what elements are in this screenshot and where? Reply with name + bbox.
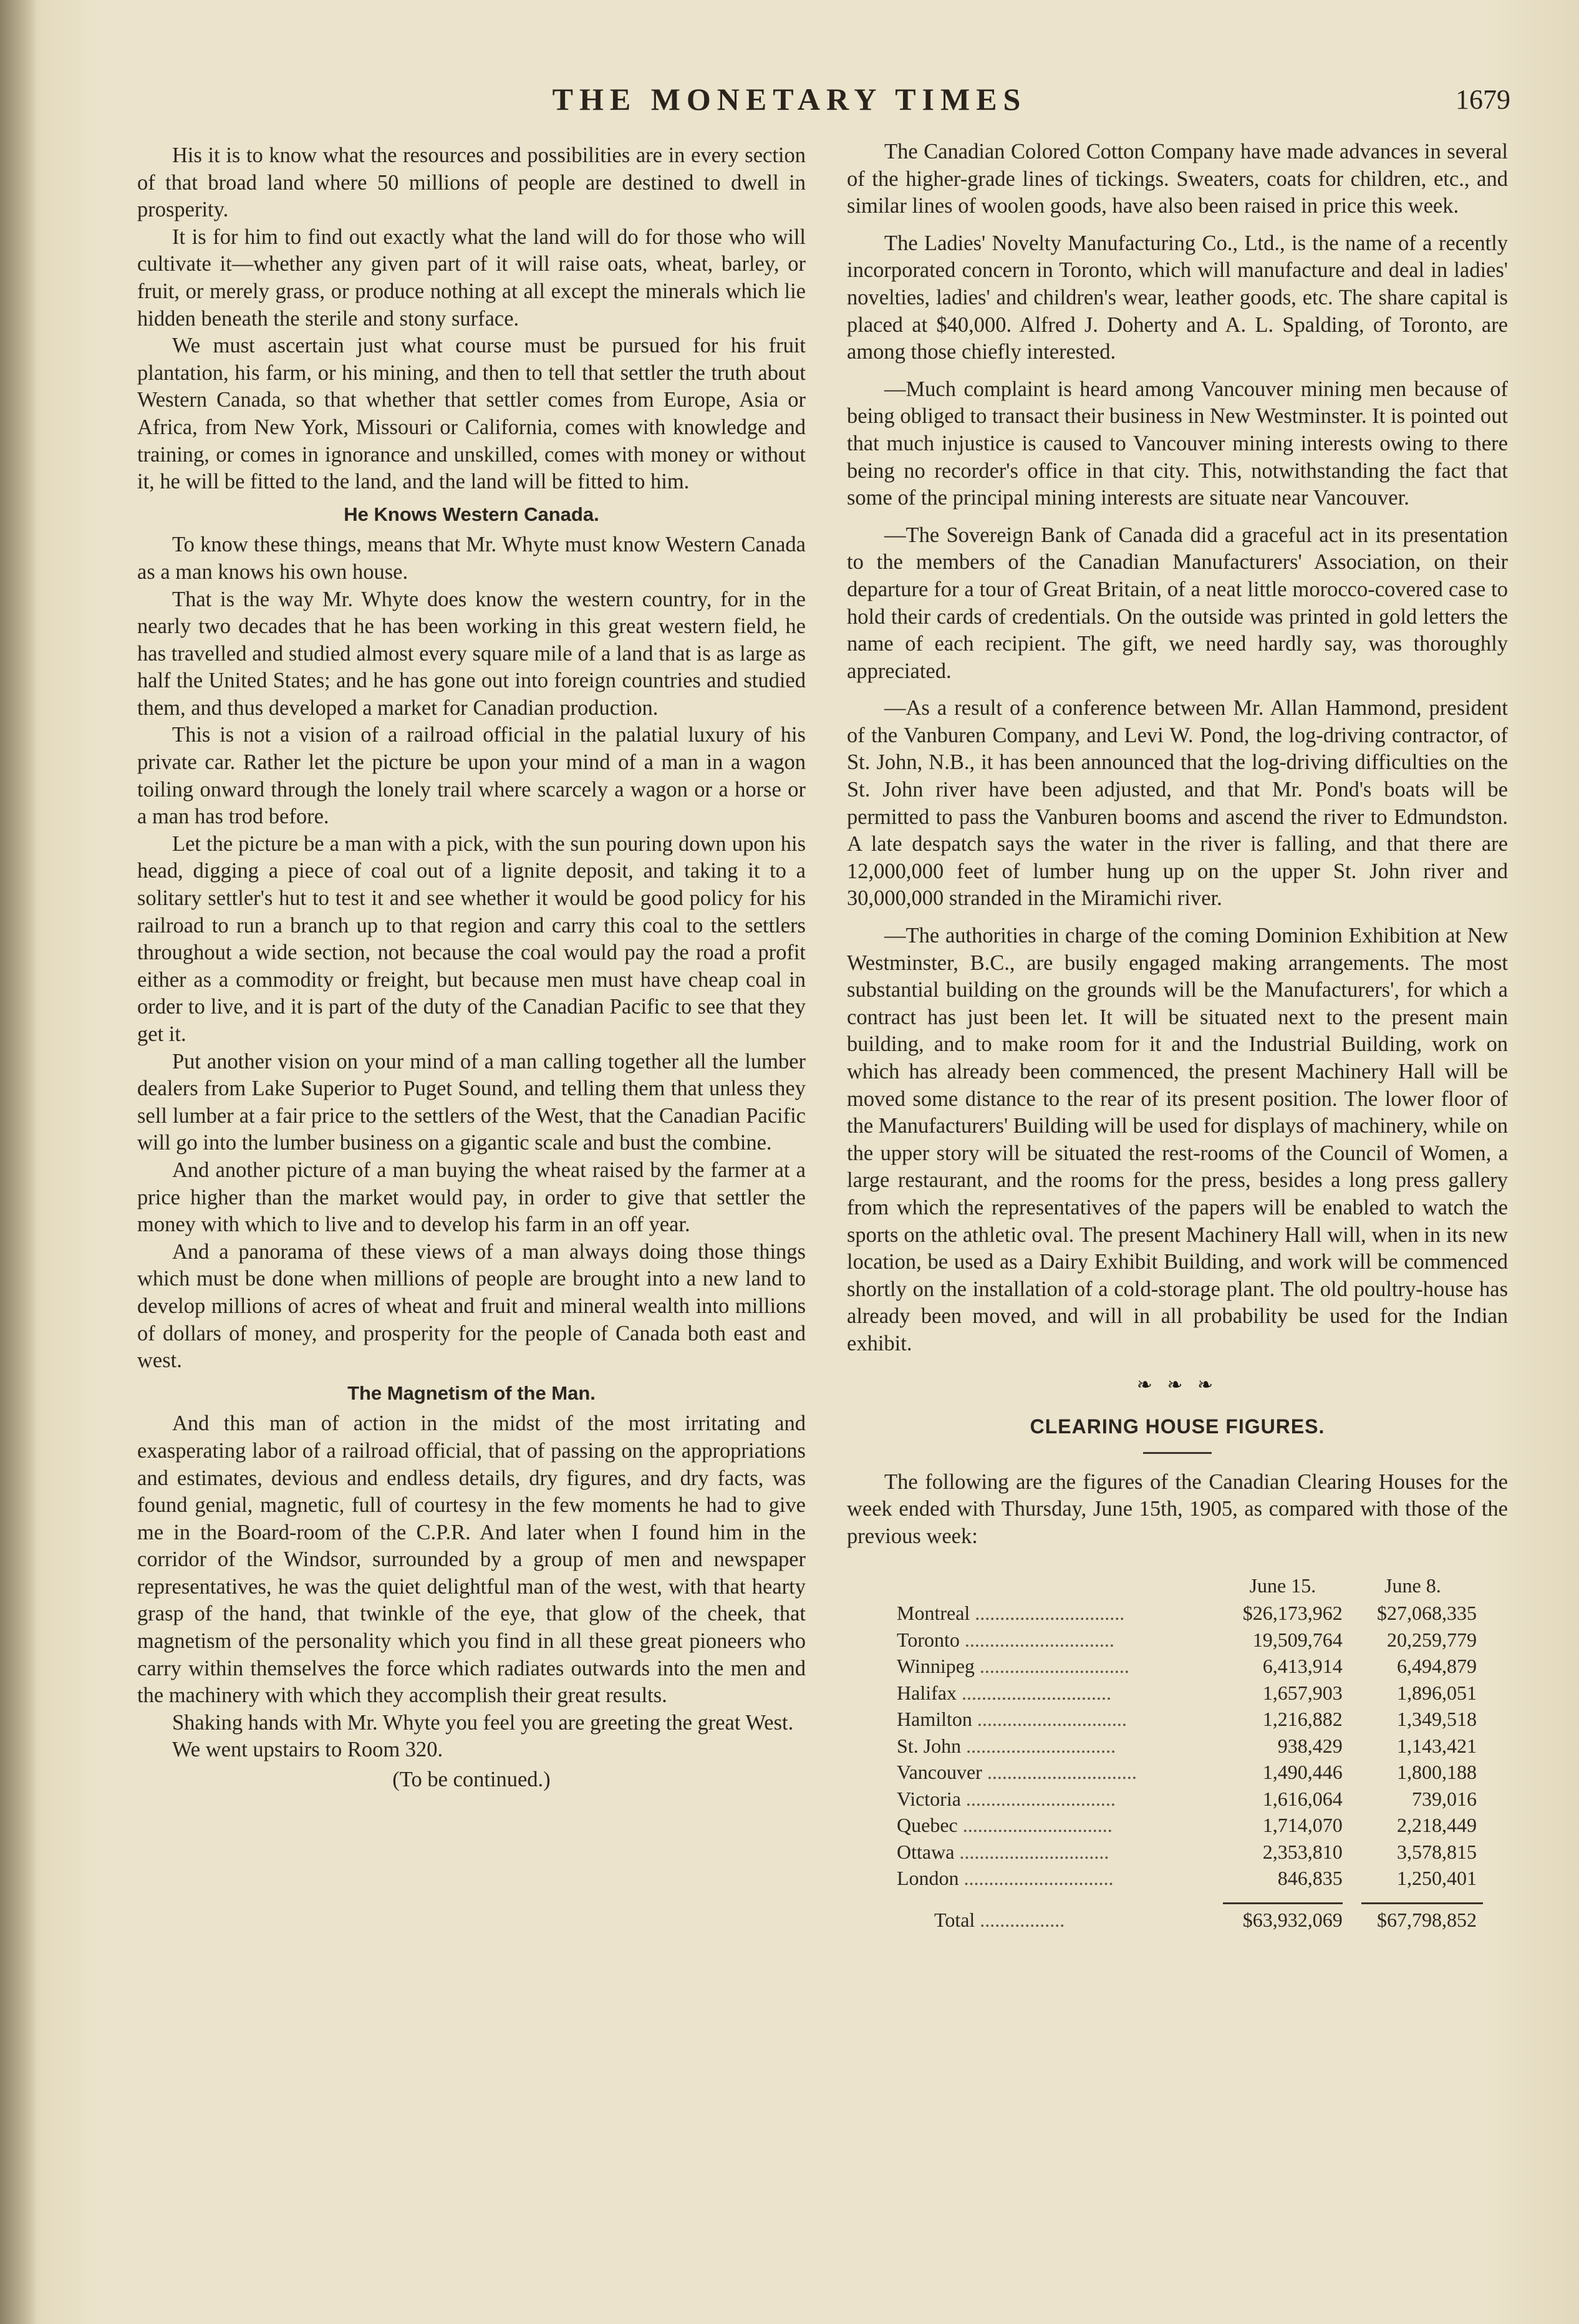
- june-15-value: $26,173,962: [1242, 1602, 1343, 1624]
- june-15-value: 19,509,764: [1252, 1628, 1343, 1651]
- june-15-value: 846,835: [1277, 1867, 1343, 1889]
- paragraph: It is for him to find out exactly what the land will do for those who will cultivate it—whether any given part of it will raise oats, wheat, barley, or fruit, or merely grass, or produce nothing at all except the minerals which lie hidden beneath the sterile and stony surface.: [137, 225, 806, 331]
- binding-edge: [0, 0, 37, 2324]
- news-item: The Ladies' Novelty Manufacturing Co., Ltd., is the name of a recently incorporated concern in Toronto, which will manufacture and deal in ladies' novelties, ladies' and children's wear, leather goods, etc. The share capital is placed at $40,000. Alfred J. Doherty and A. L. Spalding, of Toronto, are among those chiefly interested.: [847, 231, 1508, 364]
- table-row: St. John .............................. 938,429 1,143,421: [897, 1733, 1483, 1760]
- city-name: Halifax: [897, 1681, 957, 1704]
- june-15-value: 6,413,914: [1262, 1655, 1343, 1677]
- city-name: London: [897, 1867, 959, 1889]
- paragraph: His it is to know what the resources and possibilities are in every section of that broad land where 50 millions of people are destined to dwell in prosperity.: [137, 143, 806, 222]
- section-heading: He Knows Western Canada.: [344, 503, 599, 525]
- june-8-value: 2,218,449: [1397, 1814, 1477, 1836]
- total-june-15: $63,932,069: [1242, 1908, 1343, 1931]
- paragraph: We must ascertain just what course must be pursued for his fruit plantation, his farm, or his mining, and then to tell that settler the truth about Western Canada, so that whether that settler comes from Europe, Asia or Africa, from New York, Missouri or California, comes with knowledge and training, or comes in ignorance and unskilled, comes with money or without it, he will be fitted to the land, and the land will be fitted to him.: [137, 334, 806, 494]
- total-june-8: $67,798,852: [1377, 1908, 1477, 1931]
- june-15-value: 2,353,810: [1262, 1840, 1343, 1863]
- june-15-value: 1,657,903: [1262, 1681, 1343, 1704]
- paragraph: Let the picture be a man with a pick, with the sun pouring down upon his head, digging a piece of coal out of a lignite deposit, and taking it to a solitary settler's hut to test it and see whether it would be good policy for his railroad to run a branch up to that region and carry this coal to the settlers throughout a wide section, not because the coal would pay the road a profit either as a commodity or freight, but because men must have cheap coal in order to live, and it is part of the duty of the Canadian Pacific to see that they get it.: [137, 831, 806, 1046]
- paragraph: And a panorama of these views of a man always doing those things which must be done when millions of people are brought into a new land to develop millions of acres of wheat and fruit and mineral wealth into millions of dollars of money, and prosperity for the people of Canada both east and west.: [137, 1239, 806, 1373]
- clearing-house-title: CLEARING HOUSE FIGURES.: [1030, 1415, 1325, 1438]
- city-name: Quebec: [897, 1814, 958, 1836]
- fleuron-separator: ❧ ❧ ❧: [1136, 1374, 1219, 1395]
- june-8-value: $27,068,335: [1377, 1602, 1477, 1624]
- paragraph: And another picture of a man buying the wheat raised by the farmer at a price higher than the market would pay, in order to give that settler the money with which to live and to develop his farm in an off year.: [137, 1158, 806, 1237]
- table-row: Toronto .............................. 19,509,764 20,259,779: [897, 1627, 1483, 1653]
- city-name: Victoria: [897, 1787, 961, 1810]
- column-header: June 15.: [1249, 1574, 1316, 1597]
- june-8-value: 1,143,421: [1397, 1734, 1477, 1757]
- total-row: Total ................. $63,932,069 $67,798,852: [897, 1907, 1483, 1934]
- table-row: Winnipeg .............................. 6,413,914 6,494,879: [897, 1653, 1483, 1680]
- table-row: Montreal .............................. $26,173,962 $27,068,335: [897, 1600, 1483, 1627]
- table-row: Vancouver .............................. 1,490,446 1,800,188: [897, 1759, 1483, 1786]
- page-number: 1679: [1456, 84, 1510, 115]
- column-header: June 8.: [1384, 1574, 1441, 1597]
- page-header: [0, 81, 1579, 125]
- table-header-row: [897, 1572, 1483, 1600]
- paragraph: We went upstairs to Room 320.: [172, 1738, 443, 1762]
- news-item: —Much complaint is heard among Vancouver mining men because of being obliged to transact their business in New Westminster. It is pointed out that much injustice is caused to Vancouver mining interests owing to there being no recorder's office in that city. This, notwithstanding the fact that some of the principal mining interests are situate near Vancouver.: [847, 377, 1508, 510]
- section-heading: The Magnetism of the Man.: [347, 1382, 596, 1404]
- city-name: Vancouver: [897, 1761, 982, 1783]
- continued-note: (To be continued.): [392, 1768, 551, 1792]
- june-15-value: 938,429: [1277, 1734, 1343, 1757]
- paragraph: And this man of action in the midst of the most irritating and exasperating labor of a railroad official, that of passing on the appropriations and estimates, devious and endless details, dry figures, and dry facts, was found genial, magnetic, full of courtesy in the few moments he had to give me in the Board-room of the C.P.R. And later when I found him in the corridor of the Windsor, surrounded by a group of men and newspaper representatives, he was the quiet delightful man of the west, with that hearty grasp of the hand, that twinkle of the eye, that glow of the cheek, that magnetism of the personality which you find in all these great pioneers who carry within themselves the force which radiates outwards into the men and the machinery with which they accomplish their great results.: [137, 1411, 806, 1708]
- left-column: [137, 142, 806, 1794]
- paragraph: Shaking hands with Mr. Whyte you feel you are greeting the great West.: [172, 1710, 794, 1735]
- paragraph: This is not a vision of a railroad official in the palatial luxury of his private car. Rather let the picture be upon your mind of a man in a wagon toiling onward through the lonely trail where scarcely a wagon or a horse or a man has trod before.: [137, 723, 806, 829]
- total-rules: [897, 1892, 1483, 1907]
- june-8-value: 1,349,518: [1397, 1708, 1477, 1730]
- june-15-value: 1,616,064: [1262, 1787, 1343, 1810]
- right-column: [847, 138, 1508, 1933]
- paragraph: That is the way Mr. Whyte does know the western country, for in the nearly two decades that he has been working in this great western field, he has travelled and studied almost every square mile of a land that is as large as half the United States; and he has gone out into foreign countries and studied them, and thus developed a market for Canadian production.: [137, 587, 806, 720]
- june-15-value: 1,714,070: [1262, 1814, 1343, 1836]
- june-8-value: 6,494,879: [1397, 1655, 1477, 1677]
- table-row: Halifax .............................. 1,657,903 1,896,051: [897, 1680, 1483, 1707]
- news-item: —The Sovereign Bank of Canada did a graceful act in its presentation to the members of the Canadian Manufacturers' Association, on their departure for a tour of Great Britain, of a neat little morocco-covered case to hold their cards of credentials. On the outside was printed in gold letters the name of each recipient. The gift, we need hardly say, was thoroughly appreciated.: [847, 523, 1508, 683]
- table-row: London .............................. 846,835 1,250,401: [897, 1865, 1483, 1892]
- city-name: Winnipeg: [897, 1655, 975, 1677]
- news-item: —As a result of a conference between Mr. Allan Hammond, president of the Vanburen Company, and Levi W. Pond, the log-driving contractor, of St. John, N.B., it has been announced that the log-driving difficulties on the St. John river have been adjusted, and that Mr. Pond's boats will be permitted to pass the Vanburen booms and ascend the river to Edmundston. A late despatch says the water in the river is falling, and that there are 12,000,000 feet of lumber hung up on the upper St. John river and 30,000,000 stranded in the Miramichi river.: [847, 696, 1508, 911]
- june-15-value: 1,490,446: [1262, 1761, 1343, 1783]
- clearing-house-intro: The following are the figures of the Canadian Clearing Houses for the week ended with Thursday, June 15th, 1905, as compared with those of the previous week:: [847, 1469, 1508, 1548]
- table-row: Hamilton .............................. 1,216,882 1,349,518: [897, 1706, 1483, 1733]
- city-name: Montreal: [897, 1602, 970, 1624]
- table-row: Victoria .............................. 1,616,064 739,016: [897, 1786, 1483, 1813]
- city-name: Toronto: [897, 1628, 960, 1651]
- june-8-value: 1,896,051: [1397, 1681, 1477, 1704]
- clearing-house-table: [897, 1572, 1483, 1934]
- table-row: Ottawa .............................. 2,353,810 3,578,815: [897, 1839, 1483, 1866]
- news-item: The Canadian Colored Cotton Company have made advances in several of the higher-grade lines of tickings. Sweaters, coats for children, etc., and similar lines of woolen goods, have also been raised in price this week.: [847, 140, 1508, 218]
- total-label: Total: [934, 1908, 975, 1931]
- june-8-value: 1,800,188: [1397, 1761, 1477, 1783]
- title-rule: [1143, 1452, 1212, 1454]
- june-8-value: 3,578,815: [1397, 1840, 1477, 1863]
- table-row: Quebec .............................. 1,714,070 2,218,449: [897, 1812, 1483, 1839]
- paragraph: Put another vision on your mind of a man calling together all the lumber dealers from Lake Superior to Puget Sound, and telling them that unless they sell lumber at a fair price to the settlers of the West, that the Canadian Pacific will go into the lumber business on a gigantic scale and bust the combine.: [137, 1049, 806, 1155]
- city-name: Hamilton: [897, 1708, 972, 1730]
- june-8-value: 1,250,401: [1397, 1867, 1477, 1889]
- city-name: Ottawa: [897, 1840, 955, 1863]
- publication-title: THE MONETARY TIMES: [552, 82, 1027, 117]
- june-8-value: 20,259,779: [1387, 1628, 1477, 1651]
- paragraph: To know these things, means that Mr. Whyte must know Western Canada as a man knows his own house.: [137, 533, 806, 584]
- june-8-value: 739,016: [1412, 1787, 1477, 1810]
- june-15-value: 1,216,882: [1262, 1708, 1343, 1730]
- city-name: St. John: [897, 1734, 962, 1757]
- news-item: —The authorities in charge of the coming Dominion Exhibition at New Westminster, B.C., are busily engaged making arrangements. The most substantial building on the grounds will be the Manufacturers', for which a contract has just been let. It will be situated next to the present main building, and to make room for it and the Industrial Building, work on which has already been commenced, the present Machinery Hall will be moved some distance to the rear of its present position. The lower floor of the Manufacturers' Building will be used for displays of machinery, while on the upper story will be situated the rest-rooms of the Council of Women, a large restaurant, and the rooms for the press, besides a long press gallery from which the representatives of the papers will be enabled to watch the sports on the athletic oval. The present Machinery Hall will, when in its new location, be used as a Dairy Exhibit Building, and work will be commenced shortly on the installation of a cold-storage plant. The old poultry-house has already been moved, and will in all probability be used for the Indian exhibit.: [847, 924, 1508, 1355]
